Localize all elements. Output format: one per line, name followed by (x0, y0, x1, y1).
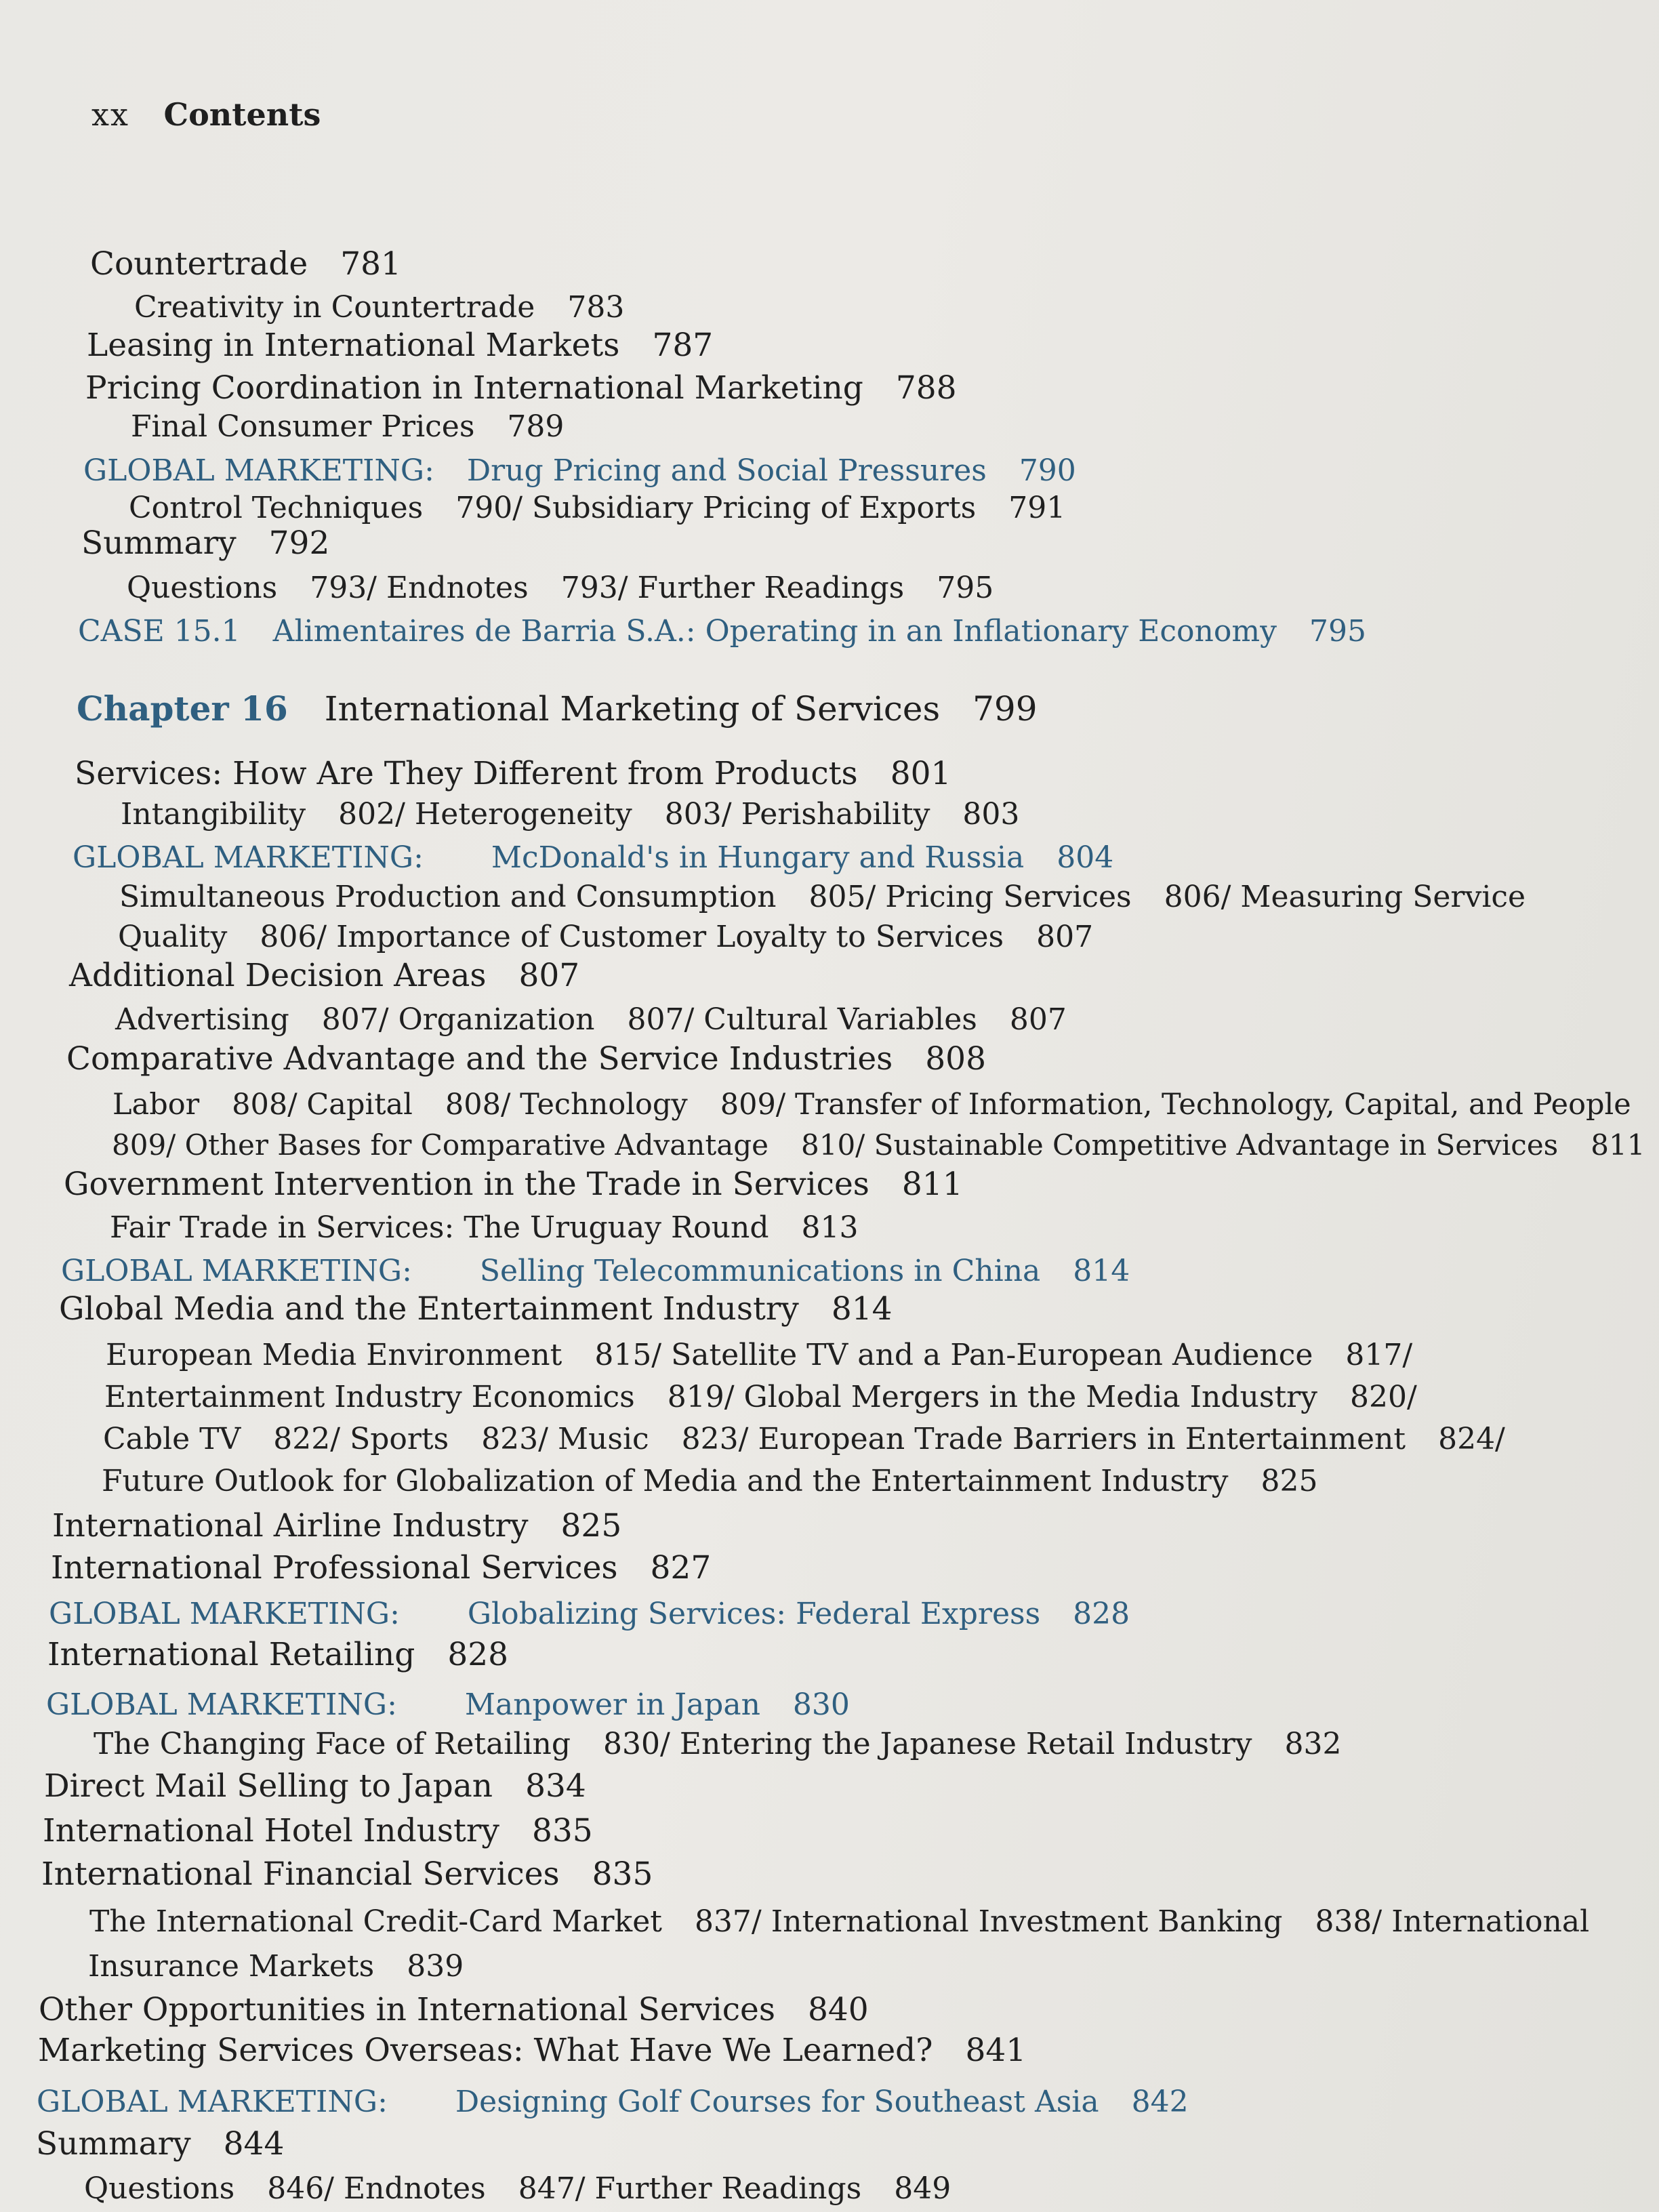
toc-entry: International Professional Services 827 (51, 1549, 712, 1586)
toc-subentry: Quality 806/ Importance of Customer Loyalty to Services 807 (118, 920, 1094, 954)
toc-subentry: Simultaneous Production and Consumption 805/ Pricing Services 806/ Measuring Service (119, 880, 1526, 914)
toc-subentry: Future Outlook for Globalization of Media and the Entertainment Industry 825 (102, 1464, 1318, 1498)
toc-entry: International Retailing 828 (47, 1636, 509, 1673)
toc-entry: Government Intervention in the Trade in Services 811 (64, 1166, 963, 1203)
toc-feature-entry: GLOBAL MARKETING: Selling Telecommunications in China 814 (61, 1254, 1130, 1288)
toc-subentry: Advertising 807/ Organization 807/ Cultural Variables 807 (115, 1002, 1067, 1037)
toc-entry: Pricing Coordination in International Marketing 788 (85, 369, 957, 407)
toc-subentry: Entertainment Industry Economics 819/ Global Mergers in the Media Industry 820/ (104, 1380, 1417, 1414)
toc-entry: Countertrade 781 (90, 245, 401, 283)
toc-subentry: The International Credit-Card Market 837/ International Investment Banking 838/ International (89, 1904, 1590, 1939)
toc-subentry: Labor 808/ Capital 808/ Technology 809/ Transfer of Information, Technology, Capital, and People (112, 1088, 1631, 1122)
page-header (91, 96, 321, 133)
toc-subentry: Control Techniques 790/ Subsidiary Pricing of Exports 791 (129, 491, 1066, 525)
toc-case-entry: CASE 15.1 Alimentaires de Barria S.A.: Operating in an Inflationary Economy 795 (78, 614, 1366, 649)
toc-entry: Additional Decision Areas 807 (69, 957, 580, 994)
page-title: Contents (163, 96, 321, 133)
toc-subentry: Questions 846/ Endnotes 847/ Further Readings 849 (84, 2171, 951, 2206)
toc-entry: Leasing in International Markets 787 (87, 327, 714, 364)
toc-subentry: Cable TV 822/ Sports 823/ Music 823/ European Trade Barriers in Entertainment 824/ (103, 1422, 1505, 1456)
toc-entry: International Hotel Industry 835 (43, 1812, 593, 1849)
toc-entry: Comparative Advantage and the Service Industries 808 (66, 1040, 986, 1078)
toc-subentry: Intangibility 802/ Heterogeneity 803/ Perishability 803 (121, 797, 1020, 832)
toc-feature-entry: GLOBAL MARKETING: Globalizing Services: Federal Express 828 (49, 1597, 1130, 1631)
chapter-heading: Chapter 16 International Marketing of Services 799 (77, 689, 1038, 729)
toc-entry: Global Media and the Entertainment Industry 814 (59, 1290, 893, 1328)
toc-entry: Marketing Services Overseas: What Have We Learned? 841 (38, 2032, 1027, 2069)
toc-subentry: European Media Environment 815/ Satellite TV and a Pan-European Audience 817/ (106, 1338, 1413, 1372)
toc-subentry: Fair Trade in Services: The Uruguay Round 813 (110, 1210, 859, 1245)
toc-subentry: Final Consumer Prices 789 (131, 409, 565, 444)
chapter-label: Chapter 16 (77, 689, 288, 729)
toc-entry: Other Opportunities in International Services 840 (39, 1991, 869, 2028)
toc-entry: Summary 792 (81, 525, 330, 562)
toc-subentry: 809/ Other Bases for Comparative Advantage 810/ Sustainable Competitive Advantage in Services 811 (112, 1128, 1645, 1162)
toc-entry: Direct Mail Selling to Japan 834 (44, 1767, 586, 1805)
toc-subentry: The Changing Face of Retailing 830/ Entering the Japanese Retail Industry 832 (94, 1727, 1342, 1761)
toc-feature-entry: GLOBAL MARKETING: Drug Pricing and Social Pressures 790 (83, 453, 1076, 488)
toc-subentry: Creativity in Countertrade 783 (134, 290, 625, 325)
toc-subentry: Questions 793/ Endnotes 793/ Further Readings 795 (127, 571, 994, 605)
toc-entry: Summary 844 (36, 2125, 285, 2163)
toc-feature-entry: GLOBAL MARKETING: Designing Golf Courses for Southeast Asia 842 (37, 2085, 1189, 2119)
toc-entry: International Financial Services 835 (41, 1856, 653, 1893)
toc-feature-entry: GLOBAL MARKETING: McDonald's in Hungary and Russia 804 (73, 840, 1114, 875)
page-number: xx (91, 96, 129, 133)
toc-feature-entry: GLOBAL MARKETING: Manpower in Japan 830 (46, 1687, 850, 1722)
toc-entry: Services: How Are They Different from Products 801 (75, 755, 951, 792)
toc-entry: International Airline Industry 825 (52, 1507, 622, 1544)
toc-subentry: Insurance Markets 839 (88, 1949, 464, 1984)
